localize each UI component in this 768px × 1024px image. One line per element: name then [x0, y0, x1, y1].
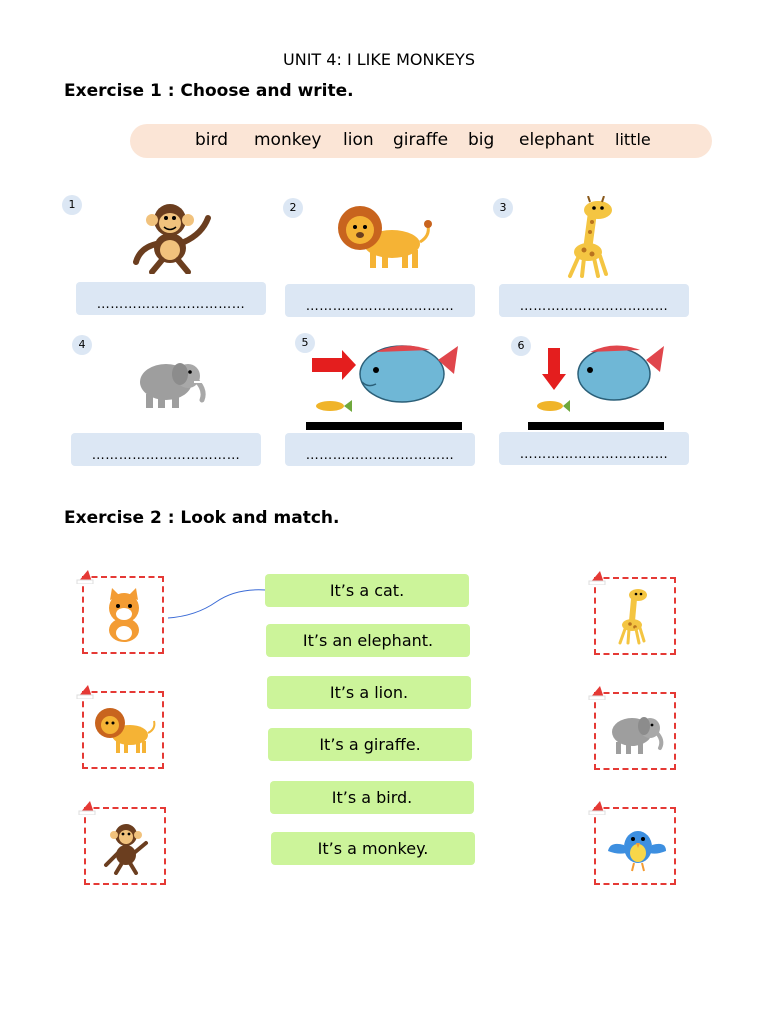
answer-box[interactable]	[499, 432, 689, 465]
word-bank-word: lion	[343, 130, 374, 150]
exercise-1-title: Exercise 1 : Choose and write.	[64, 81, 354, 101]
little-fish-arrow-icon	[528, 340, 668, 430]
item-number: 5	[295, 333, 315, 353]
page-title: UNIT 4: I LIKE MONKEYS	[283, 50, 475, 69]
answer-box[interactable]	[285, 433, 475, 466]
sentence-box[interactable]: It’s a monkey.	[271, 832, 475, 865]
word-bank-word: little	[615, 130, 651, 149]
answer-box[interactable]	[71, 433, 261, 466]
match-card-left[interactable]	[84, 807, 166, 885]
word-bank-word: big	[468, 130, 495, 150]
santa-hat-icon	[588, 569, 606, 585]
giraffe-icon	[562, 196, 632, 280]
exercise-2-title: Exercise 2 : Look and match.	[64, 508, 340, 528]
answer-box[interactable]	[76, 282, 266, 315]
sentence-box[interactable]: It’s a giraffe.	[268, 728, 472, 761]
elephant-icon	[606, 708, 668, 756]
monkey-icon	[98, 821, 154, 875]
bird-icon	[606, 821, 668, 873]
answer-dots: ……………………………	[96, 297, 246, 312]
santa-hat-icon	[76, 568, 94, 584]
giraffe-icon	[616, 585, 656, 645]
answer-dots: ……………………………	[305, 448, 455, 463]
match-card-right[interactable]	[594, 807, 676, 885]
word-bank-word: bird	[195, 130, 228, 150]
lion-icon	[330, 200, 434, 272]
santa-hat-icon	[76, 683, 94, 699]
lion-icon	[92, 705, 156, 755]
answer-dots: ……………………………	[91, 448, 241, 463]
word-bank-word: elephant	[519, 130, 595, 150]
answer-box[interactable]	[499, 284, 689, 317]
item-number: 4	[72, 335, 92, 355]
word-bank-word: giraffe	[393, 130, 449, 150]
answer-dots: ……………………………	[519, 447, 669, 462]
answer-box[interactable]	[285, 284, 475, 317]
santa-hat-icon	[588, 799, 606, 815]
item-number: 1	[62, 195, 82, 215]
sentence-box[interactable]: It’s a bird.	[270, 781, 474, 814]
match-line	[166, 586, 268, 622]
sentence-box[interactable]: It’s a lion.	[267, 676, 471, 709]
answer-dots: ……………………………	[305, 299, 455, 314]
sentence-box[interactable]: It’s a cat.	[265, 574, 469, 607]
cat-icon	[98, 588, 150, 644]
santa-hat-icon	[588, 684, 606, 700]
match-card-right[interactable]	[594, 577, 676, 655]
sentence-box[interactable]: It’s an elephant.	[266, 624, 470, 657]
item-number: 6	[511, 336, 531, 356]
big-fish-arrow-icon	[306, 340, 462, 430]
santa-hat-icon	[78, 799, 96, 815]
match-card-left[interactable]	[82, 576, 164, 654]
item-number: 2	[283, 198, 303, 218]
elephant-icon	[130, 350, 212, 412]
match-card-right[interactable]	[594, 692, 676, 770]
answer-dots: ……………………………	[519, 299, 669, 314]
monkey-icon	[122, 198, 218, 274]
match-card-left[interactable]	[82, 691, 164, 769]
item-number: 3	[493, 198, 513, 218]
word-bank-word: monkey	[254, 130, 322, 150]
